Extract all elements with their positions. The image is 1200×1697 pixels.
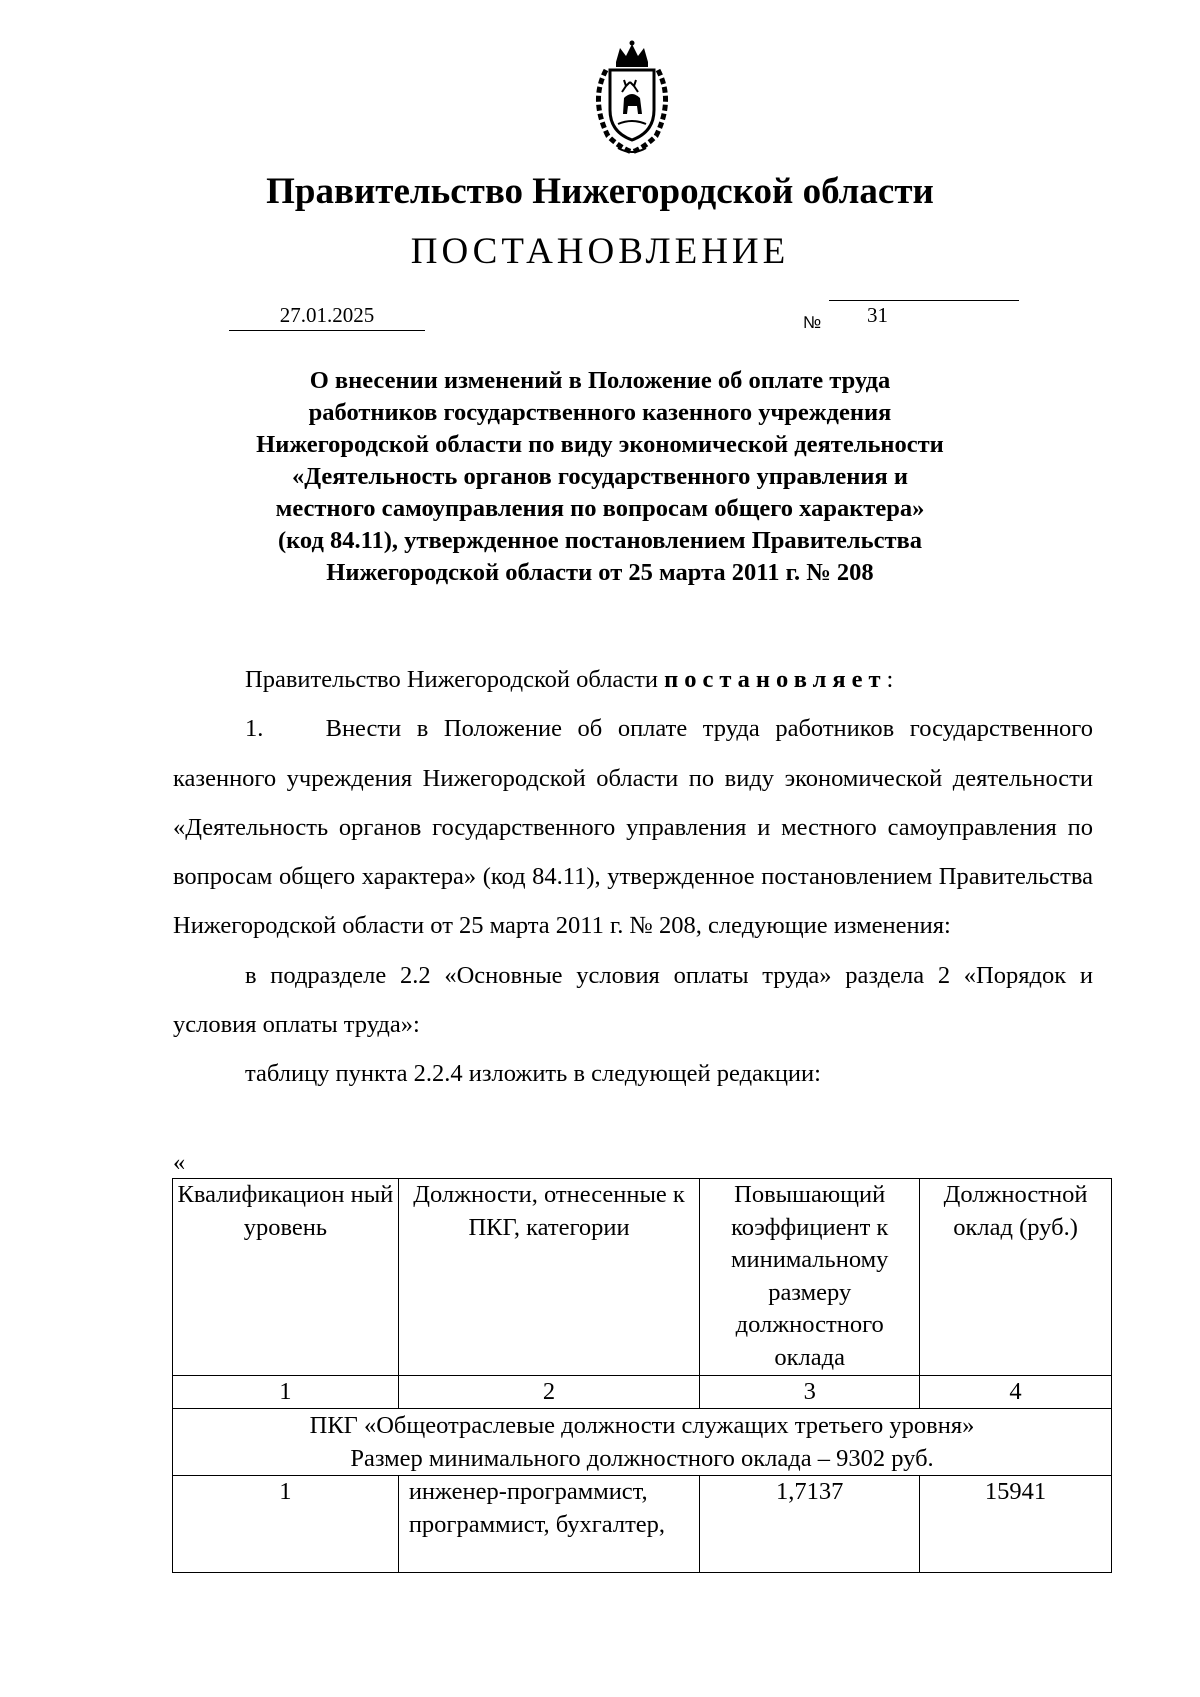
subject-line: (код 84.11), утвержденное постановлением Правительства	[277, 527, 923, 554]
number-sign: №	[803, 313, 822, 332]
table-row	[173, 1476, 1112, 1573]
column-number: 3	[700, 1376, 920, 1409]
group-min-salary: Размер минимального должностного оклада – 9302 руб.	[350, 1445, 934, 1472]
header-cell: Повышающий коэффициент к минимальному размеру должностного оклада	[700, 1179, 920, 1376]
group-title: ПКГ «Общеотраслевые должности служащих третьего уровня»	[309, 1412, 975, 1439]
subject-line: «Деятельность органов государственного управления и	[291, 463, 909, 490]
document-date: 27.01.2025	[229, 300, 425, 331]
subject-line: Нижегородской области от 25 марта 2011 г. № 208	[326, 559, 874, 586]
document-body	[173, 655, 1093, 1099]
document-type: ПОСТАНОВЛЕНИЕ	[410, 231, 790, 272]
intro-paragraph	[173, 655, 1093, 704]
header-cell: Квалификацион ный уровень	[173, 1179, 399, 1376]
group-row	[173, 1409, 1112, 1476]
header-cell: Должностной оклад (руб.)	[920, 1179, 1112, 1376]
government-title: Правительство Нижегородской области	[266, 171, 934, 212]
column-number: 2	[398, 1376, 699, 1409]
intro-prefix: Правительство Нижегородской области	[245, 666, 665, 693]
salary-table	[172, 1178, 1112, 1573]
quote-open-mark: «	[173, 1149, 186, 1176]
subject-line: местного самоуправления по вопросам общего характера»	[275, 495, 925, 522]
salary-cell: 15941	[920, 1476, 1112, 1573]
decree-word: постановляет	[664, 666, 887, 693]
column-number: 4	[920, 1376, 1112, 1409]
paragraph-3: таблицу пункта 2.2.4 изложить в следующей редакции:	[245, 1060, 821, 1088]
column-number: 1	[173, 1376, 399, 1409]
column-number-row	[173, 1376, 1112, 1409]
intro-suffix: :	[886, 666, 894, 693]
paragraph-2: в подразделе 2.2 «Основные условия оплаты труда» раздела 2 «Порядок и условия оплаты труда»:	[173, 961, 1093, 1039]
positions-cell: инженер-программист, программист, бухгалтер,	[398, 1476, 699, 1573]
header-cell: Должности, отнесенные к ПКГ, категории	[398, 1179, 699, 1376]
coat-of-arms-icon	[578, 40, 686, 158]
level-cell: 1	[173, 1476, 399, 1573]
coefficient-cell: 1,7137	[700, 1476, 920, 1573]
document-subject	[160, 365, 1040, 589]
paragraph-1: 1. Внести в Положение об оплате труда работников государственного казенного учреждения Нижегородской области по виду экономической деятельности «Деятельность органов государственного управления и местного самоуправления по вопросам общего характера» (код 84.11), утвержденное постановлением Правительства Нижегородской области от 25 марта 2011 г. № 208, следующие изменения:	[173, 715, 1093, 940]
subject-line: О внесении изменений в Положение об оплате труда	[309, 367, 891, 394]
table-header-row	[173, 1179, 1112, 1376]
document-number-field	[829, 300, 1019, 327]
subject-line: Нижегородской области по виду экономической деятельности	[256, 431, 944, 458]
subject-line: работников государственного казенного учреждения	[308, 399, 892, 426]
document-number: 31	[867, 303, 888, 327]
group-cell	[173, 1409, 1112, 1476]
